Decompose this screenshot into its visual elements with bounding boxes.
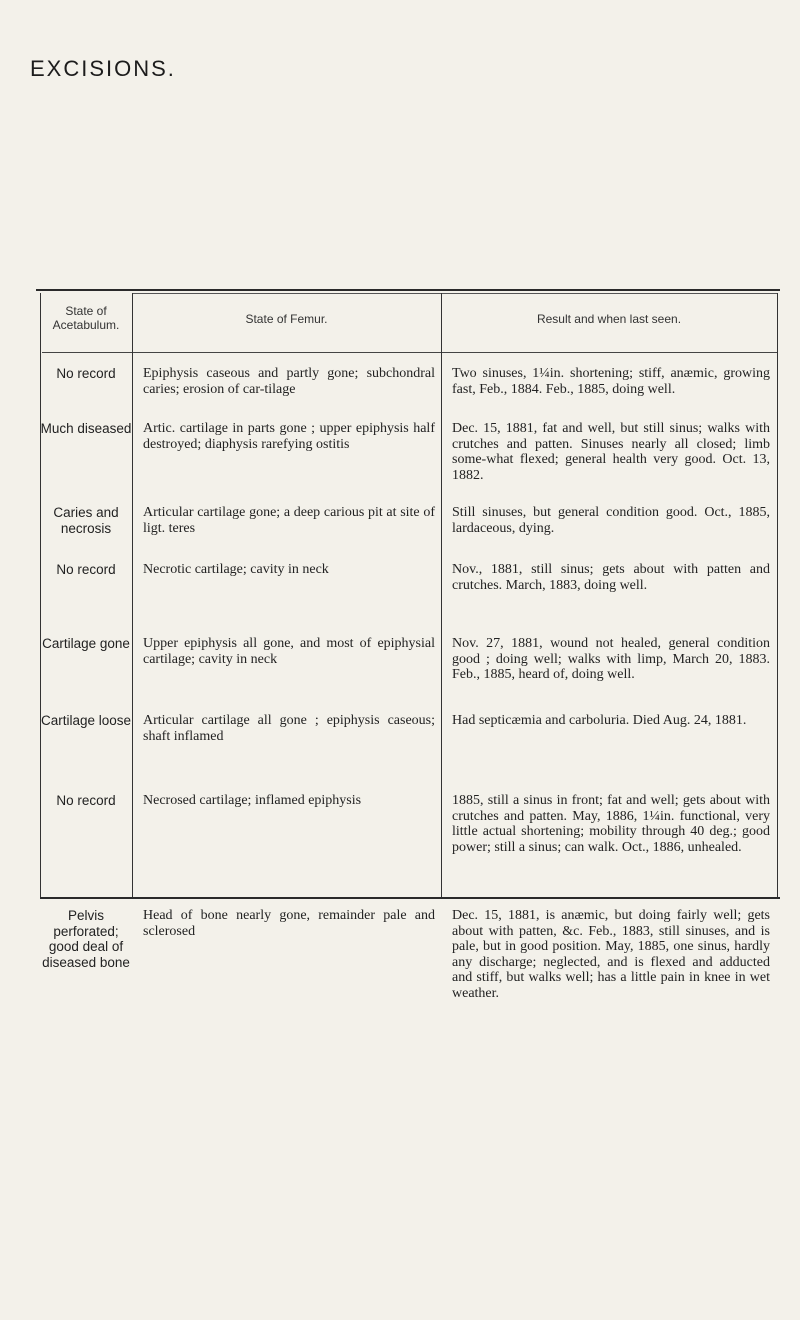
column-divider <box>777 293 778 897</box>
table-top-rule <box>36 289 780 291</box>
cell-femur: Epiphysis caseous and partly gone; subchondral caries; erosion of car-tilage <box>143 366 435 397</box>
cell-result: 1885, still a sinus in front; fat and well; gets about with crutches and patten. May, 1886, 1¼in. functional, very little actual shortening; mobility through 40 deg.; good power; still a sinus; can walk. Oct., 1886, unhealed. <box>452 793 770 855</box>
page-title: EXCISIONS. <box>30 56 176 81</box>
cell-result: Had septicæmia and carboluria. Died Aug. 24, 1881. <box>452 713 747 728</box>
cell-acetabulum: Caries and necrosis <box>53 505 119 536</box>
cell-acetabulum: No record <box>56 793 116 808</box>
cell-acetabulum: Cartilage gone <box>42 636 130 651</box>
cell-result: Dec. 15, 1881, fat and well, but still sinus; walks with crutches and patten. Sinuses nearly all closed; limb some-what flexed; general health very good. Oct. 13, 1882. <box>452 421 770 483</box>
cell-result: Dec. 15, 1881, is anæmic, but doing fairly well; gets about with patten, &c. Feb., 1883, still sinuses, and is pale, but in good position. May, 1885, one sinus, hardly any discharge; neglected, and is flexed and adducted and stiff, but walks well; has a little pain in knee in wet weather. <box>452 908 770 1001</box>
cell-femur: Head of bone nearly gone, remainder pale and sclerosed <box>143 908 435 939</box>
cell-femur: Articular cartilage all gone ; epiphysis caseous; shaft inflamed <box>143 713 435 744</box>
cell-result: Nov., 1881, still sinus; gets about with patten and crutches. March, 1883, doing well. <box>452 562 770 593</box>
cell-acetabulum: No record <box>56 562 116 577</box>
cell-femur: Necrosed cartilage; inflamed epiphysis <box>143 793 362 808</box>
cell-femur: Necrotic cartilage; cavity in neck <box>143 562 329 577</box>
cell-acetabulum: Cartilage loose <box>40 713 132 728</box>
table-bottom-rule <box>40 897 780 899</box>
table-top-inner-rule <box>132 293 778 294</box>
header-rule <box>42 352 778 353</box>
header-result: Result and when last seen. <box>536 312 682 326</box>
column-divider <box>132 293 133 897</box>
header-acetabulum: State of Acetabulum. <box>52 304 120 332</box>
header-femur: State of Femur. <box>245 312 328 326</box>
cell-result: Two sinuses, 1¼in. shortening; stiff, anæmic, growing fast, Feb., 1884. Feb., 1885, doing well. <box>452 366 770 397</box>
cell-result: Nov. 27, 1881, wound not healed, general condition good ; doing well; walks with limp, March 20, 1883. Feb., 1885, heard of, doing well. <box>452 636 770 683</box>
cell-femur: Articular cartilage gone; a deep carious pit at site of ligt. teres <box>143 505 435 536</box>
cell-femur: Artic. cartilage in parts gone ; upper epiphysis half destroyed; diaphysis rarefying ostitis <box>143 421 435 452</box>
cell-acetabulum: No record <box>56 366 116 381</box>
cell-femur: Upper epiphysis all gone, and most of epiphysial cartilage; cavity in neck <box>143 636 435 667</box>
cell-acetabulum: Pelvis perforated; good deal of diseased bone <box>42 908 130 970</box>
column-divider <box>441 293 442 897</box>
cell-result: Still sinuses, but general condition good. Oct., 1885, lardaceous, dying. <box>452 505 770 536</box>
cell-acetabulum: Much diseased <box>40 421 132 436</box>
